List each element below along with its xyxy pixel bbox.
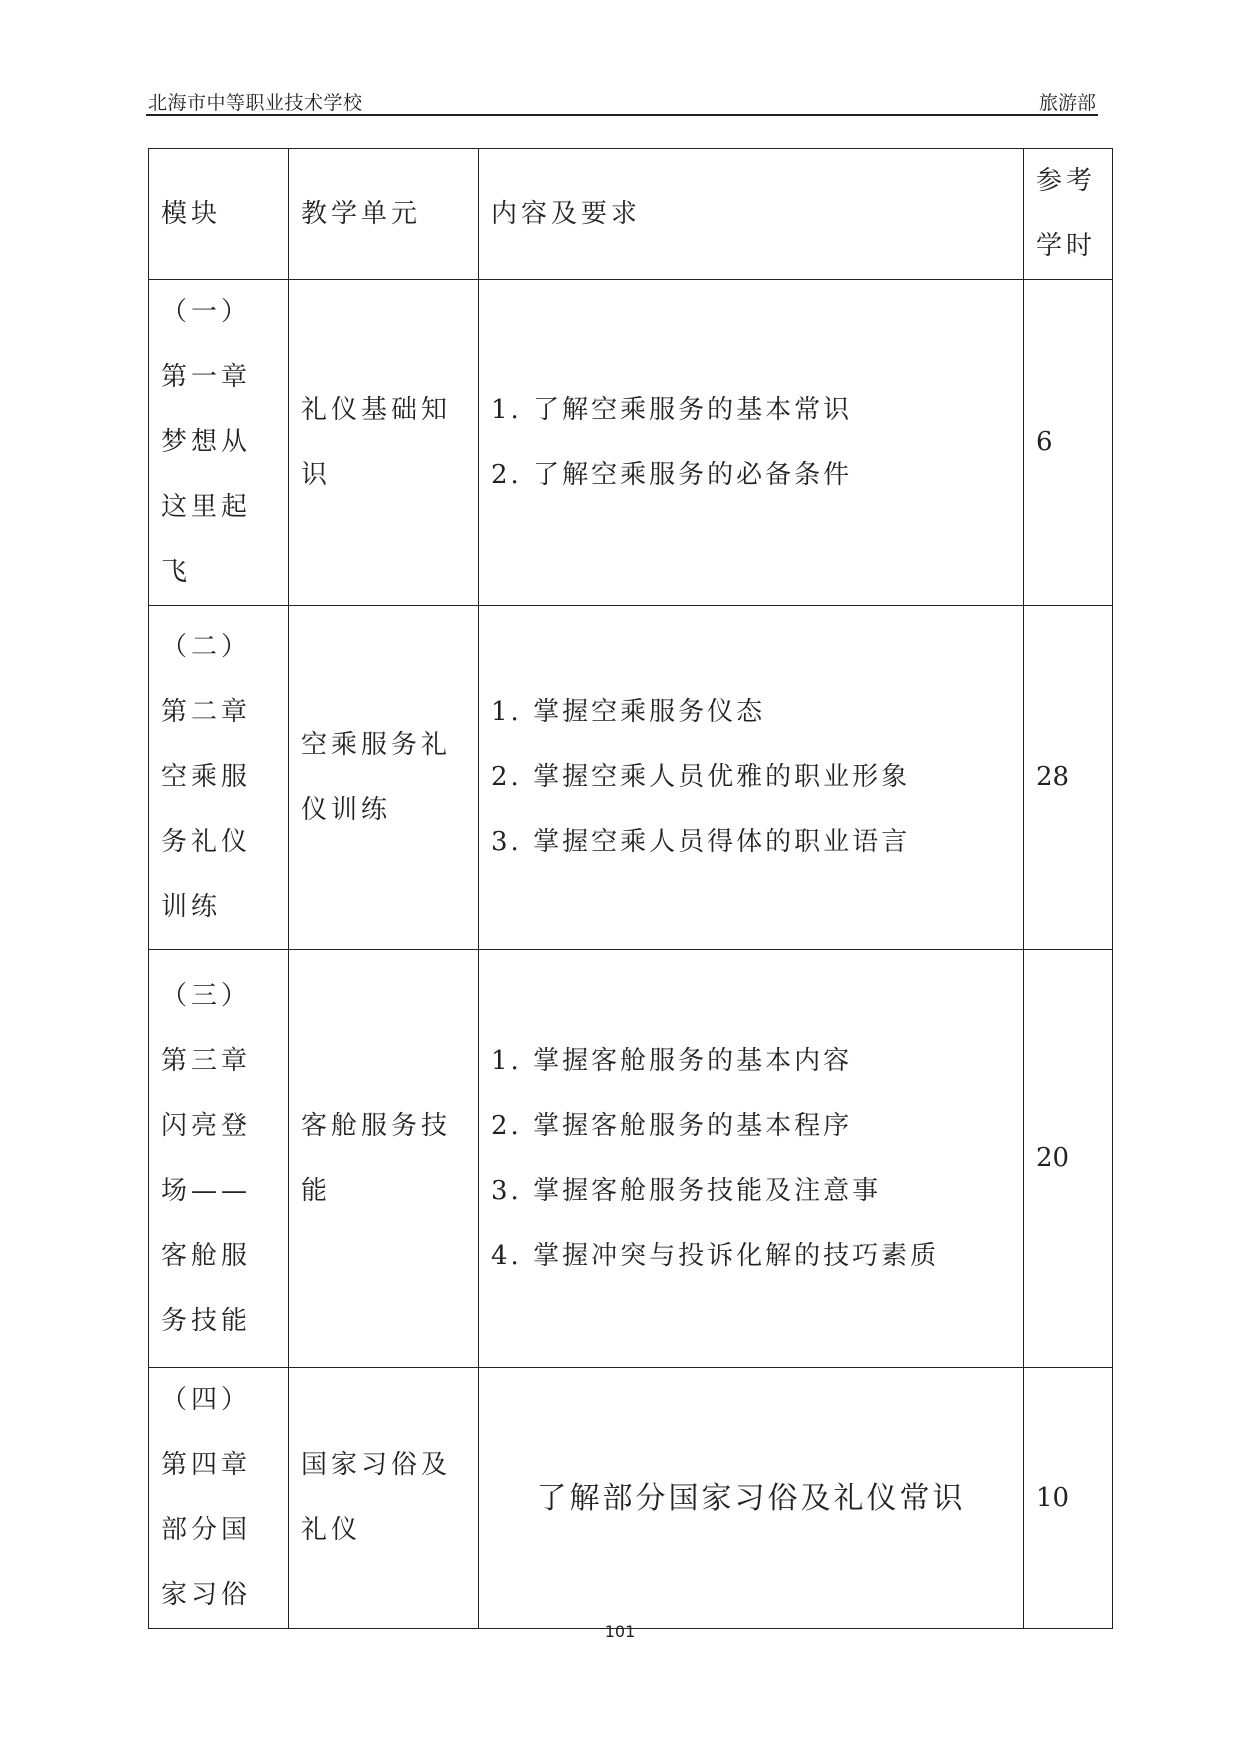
requirement-item: 2. 掌握空乘人员优雅的职业形象 [491, 762, 911, 792]
column-header-module: 模块 [149, 149, 289, 280]
module-cell: （四）第四章部分国家习俗 [149, 1368, 289, 1629]
curriculum-table [148, 148, 1113, 1629]
column-header-hours: 参考学时 [1024, 149, 1113, 280]
module-cell: （二）第二章 空乘服务礼仪训练 [149, 606, 289, 950]
column-header-unit: 教学单元 [289, 149, 479, 280]
requirement-item: 1. 掌握客舱服务的基本内容 [491, 1045, 853, 1076]
table-row [149, 950, 1113, 1368]
header-divider [146, 114, 1098, 116]
hours-cell: 6 [1024, 280, 1113, 606]
requirements-cell [479, 280, 1024, 606]
school-name: 北海市中等职业技术学校 [148, 92, 363, 114]
requirement-item: 3. 掌握客舱服务技能及注意事 [491, 1175, 882, 1206]
unit-cell: 客舱服务技能 [289, 950, 479, 1368]
hours-cell: 10 [1024, 1368, 1113, 1629]
requirement-item: 3. 掌握空乘人员得体的职业语言 [491, 827, 911, 857]
requirements-cell [479, 950, 1024, 1368]
unit-cell: 礼仪基础知识 [289, 280, 479, 606]
requirement-item: 2. 掌握客舱服务的基本程序 [491, 1110, 853, 1141]
table-header-row [149, 149, 1113, 280]
page-number: 101 [604, 1622, 636, 1641]
table-row [149, 606, 1113, 950]
table-row [149, 280, 1113, 606]
unit-cell: 空乘服务礼仪训练 [289, 606, 479, 950]
requirements-cell [479, 1368, 1024, 1629]
module-cell: （一）第一章 梦想从这里起飞 [149, 280, 289, 606]
requirement-item: 1. 掌握空乘服务仪态 [491, 697, 766, 727]
table-row [149, 1368, 1113, 1629]
hours-cell: 20 [1024, 950, 1113, 1368]
hours-cell: 28 [1024, 606, 1113, 950]
module-cell: （三）第三章闪亮登场——客舱服务技能 [149, 950, 289, 1368]
requirement-item: 了解部分国家习俗及礼仪常识 [536, 1480, 966, 1516]
requirement-item: 4. 掌握冲突与投诉化解的技巧素质 [491, 1240, 940, 1271]
column-header-requirements: 内容及要求 [479, 149, 1024, 280]
requirement-item: 1. 了解空乘服务的基本常识 [491, 394, 853, 425]
requirement-item: 2. 了解空乘服务的必备条件 [491, 459, 853, 490]
unit-cell: 国家习俗及礼仪 [289, 1368, 479, 1629]
department-name: 旅游部 [1038, 92, 1096, 114]
requirements-cell [479, 606, 1024, 950]
